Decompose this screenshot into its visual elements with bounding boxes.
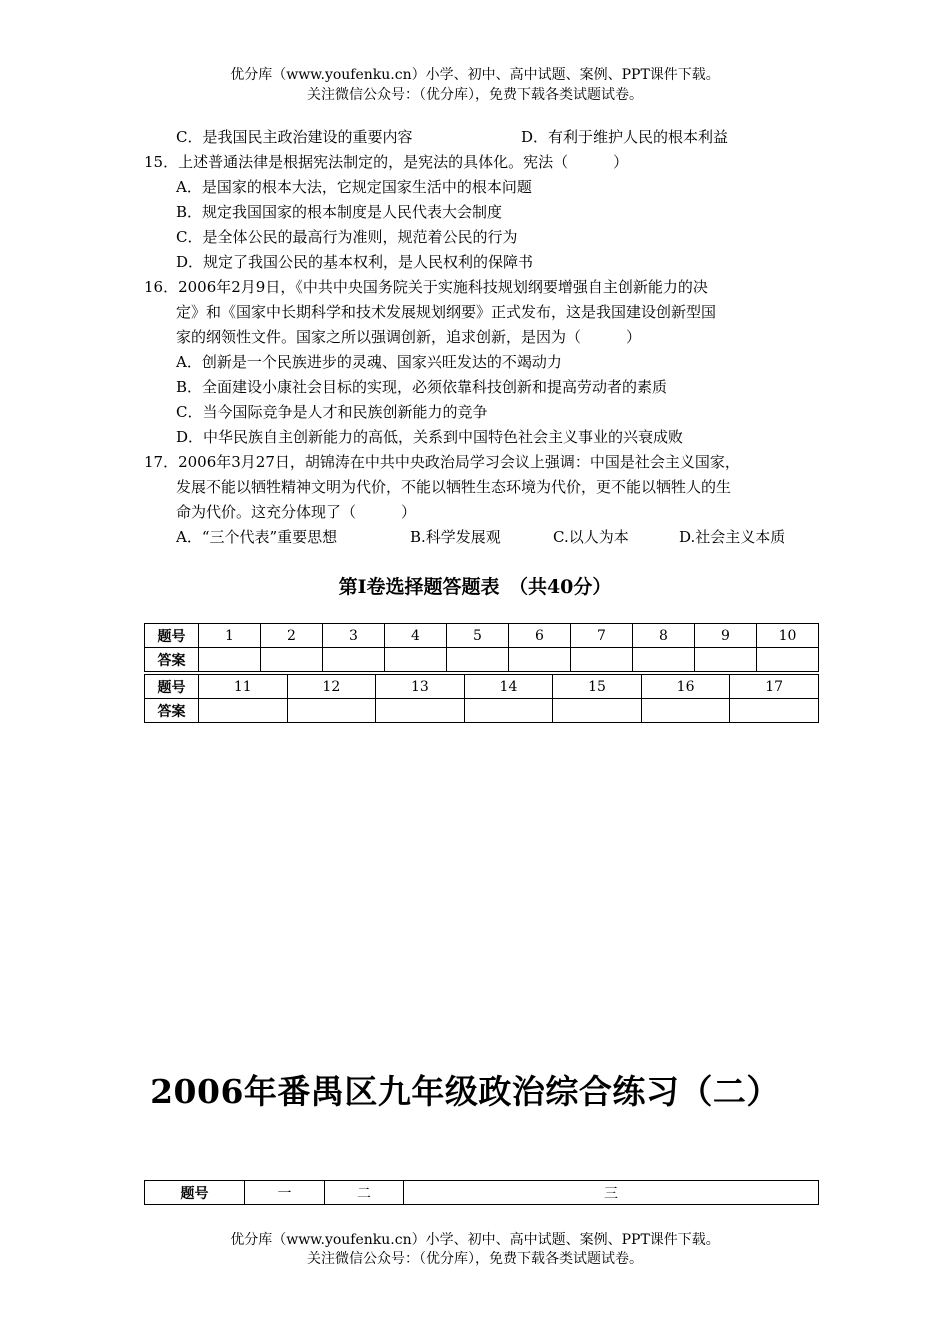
answer-cell[interactable] xyxy=(695,648,757,672)
question-number-cell: 11 xyxy=(199,675,288,699)
answer-cell[interactable] xyxy=(199,648,261,672)
table-row xyxy=(145,1181,819,1205)
answer-table-top xyxy=(144,623,819,672)
answer-cell[interactable] xyxy=(287,699,376,723)
q17-option-a: A．“三个代表”重要思想 xyxy=(176,528,338,546)
question-number-cell: 12 xyxy=(287,675,376,699)
question-number-cell: 6 xyxy=(509,624,571,648)
score-col-2: 二 xyxy=(325,1181,404,1205)
header-line-1: 优分库（www.youfenku.cn）小学、初中、高中试题、案例、PPT课件下载。 xyxy=(230,67,720,83)
q17-stem-line-1: 17．2006年3月27日，胡锦涛在中共中央政治局学习会议上强调：中国是社会主义国家， xyxy=(144,453,740,471)
q14-option-c: C．是我国民主政治建设的重要内容 xyxy=(176,128,413,146)
q16-option-c: C．当今国际竞争是人才和民族创新能力的竞争 xyxy=(176,403,488,421)
q16-stem-line-2: 定》和《国家中长期科学和技术发展规划纲要》正式发布，这是我国建设创新型国 xyxy=(176,303,717,321)
score-col-1: 一 xyxy=(245,1181,325,1205)
question-number-cell: 5 xyxy=(447,624,509,648)
question-number-cell: 2 xyxy=(261,624,323,648)
answer-cell[interactable] xyxy=(323,648,385,672)
table-row xyxy=(145,675,819,699)
answer-table-title: 第Ⅰ卷选择题答题表 （共40分） xyxy=(338,576,612,598)
answer-cell[interactable] xyxy=(509,648,571,672)
question-number-cell: 9 xyxy=(695,624,757,648)
question-number-cell: 15 xyxy=(553,675,642,699)
q17-stem-line-3: 命为代价。这充分体现了（ ） xyxy=(176,503,417,521)
q16-option-d: D．中华民族自主创新能力的高低，关系到中国特色社会主义事业的兴衰成败 xyxy=(176,428,684,446)
answer-cell[interactable] xyxy=(464,699,553,723)
table-row xyxy=(145,648,819,672)
answer-cell[interactable] xyxy=(385,648,447,672)
row-label-question-no: 题号 xyxy=(145,675,199,699)
q17-option-c: C.以人为本 xyxy=(553,528,629,546)
answer-cell[interactable] xyxy=(376,699,465,723)
q17-stem-line-2: 发展不能以牺牲精神文明为代价，不能以牺牲生态环境为代价，更不能以牺牲人的生 xyxy=(176,478,732,496)
table-row xyxy=(145,624,819,648)
answer-cell[interactable] xyxy=(447,648,509,672)
question-number-cell: 17 xyxy=(730,675,819,699)
score-col-3: 三 xyxy=(404,1181,819,1205)
paper-title: 2006年番禺区九年级政治综合练习（二） xyxy=(150,1072,780,1111)
answer-cell[interactable] xyxy=(199,699,288,723)
answer-cell[interactable] xyxy=(757,648,819,672)
score-table-label: 题号 xyxy=(145,1181,245,1205)
header-line-2: 关注微信公众号：（优分库），免费下载各类试题试卷。 xyxy=(307,87,643,103)
q15-option-a: A．是国家的根本大法，它规定国家生活中的根本问题 xyxy=(176,178,532,196)
q16-stem-line-1: 16．2006年2月9日，《中共中央国务院关于实施科技规划纲要增强自主创新能力的决 xyxy=(144,278,708,296)
answer-cell[interactable] xyxy=(553,699,642,723)
q16-stem-line-3: 家的纲领性文件。国家之所以强调创新，追求创新，是因为（ ） xyxy=(176,328,642,346)
row-label-answer: 答案 xyxy=(145,699,199,723)
q15-option-d: D．规定了我国公民的基本权利，是人民权利的保障书 xyxy=(176,253,534,271)
footer-line-2: 关注微信公众号：（优分库），免费下载各类试题试卷。 xyxy=(307,1251,643,1267)
q16-option-a: A．创新是一个民族进步的灵魂、国家兴旺发达的不竭动力 xyxy=(176,353,562,371)
question-number-cell: 14 xyxy=(464,675,553,699)
q17-option-d: D.社会主义本质 xyxy=(679,528,786,546)
answer-cell[interactable] xyxy=(730,699,819,723)
footer-line-1: 优分库（www.youfenku.cn）小学、初中、高中试题、案例、PPT课件下载。 xyxy=(230,1232,720,1248)
q16-option-b: B．全面建设小康社会目标的实现，必须依靠科技创新和提高劳动者的素质 xyxy=(176,378,668,396)
q15-option-c: C．是全体公民的最高行为准则，规范着公民的行为 xyxy=(176,228,518,246)
row-label-question-no: 题号 xyxy=(145,624,199,648)
question-number-cell: 13 xyxy=(376,675,465,699)
row-label-answer: 答案 xyxy=(145,648,199,672)
question-number-cell: 16 xyxy=(641,675,730,699)
answer-cell[interactable] xyxy=(261,648,323,672)
question-number-cell: 8 xyxy=(633,624,695,648)
question-number-cell: 7 xyxy=(571,624,633,648)
answer-table-bottom xyxy=(144,674,819,723)
answer-cell[interactable] xyxy=(633,648,695,672)
score-table xyxy=(144,1180,819,1205)
question-number-cell: 10 xyxy=(757,624,819,648)
question-number-cell: 1 xyxy=(199,624,261,648)
answer-cell[interactable] xyxy=(571,648,633,672)
table-row xyxy=(145,699,819,723)
q14-option-d: D．有利于维护人民的根本利益 xyxy=(521,128,729,146)
q15-option-b: B．规定我国国家的根本制度是人民代表大会制度 xyxy=(176,203,503,221)
question-number-cell: 3 xyxy=(323,624,385,648)
q15-stem: 15．上述普通法律是根据宪法制定的，是宪法的具体化。宪法（ ） xyxy=(144,153,629,171)
q17-option-b: B.科学发展观 xyxy=(410,528,501,546)
answer-cell[interactable] xyxy=(641,699,730,723)
question-number-cell: 4 xyxy=(385,624,447,648)
